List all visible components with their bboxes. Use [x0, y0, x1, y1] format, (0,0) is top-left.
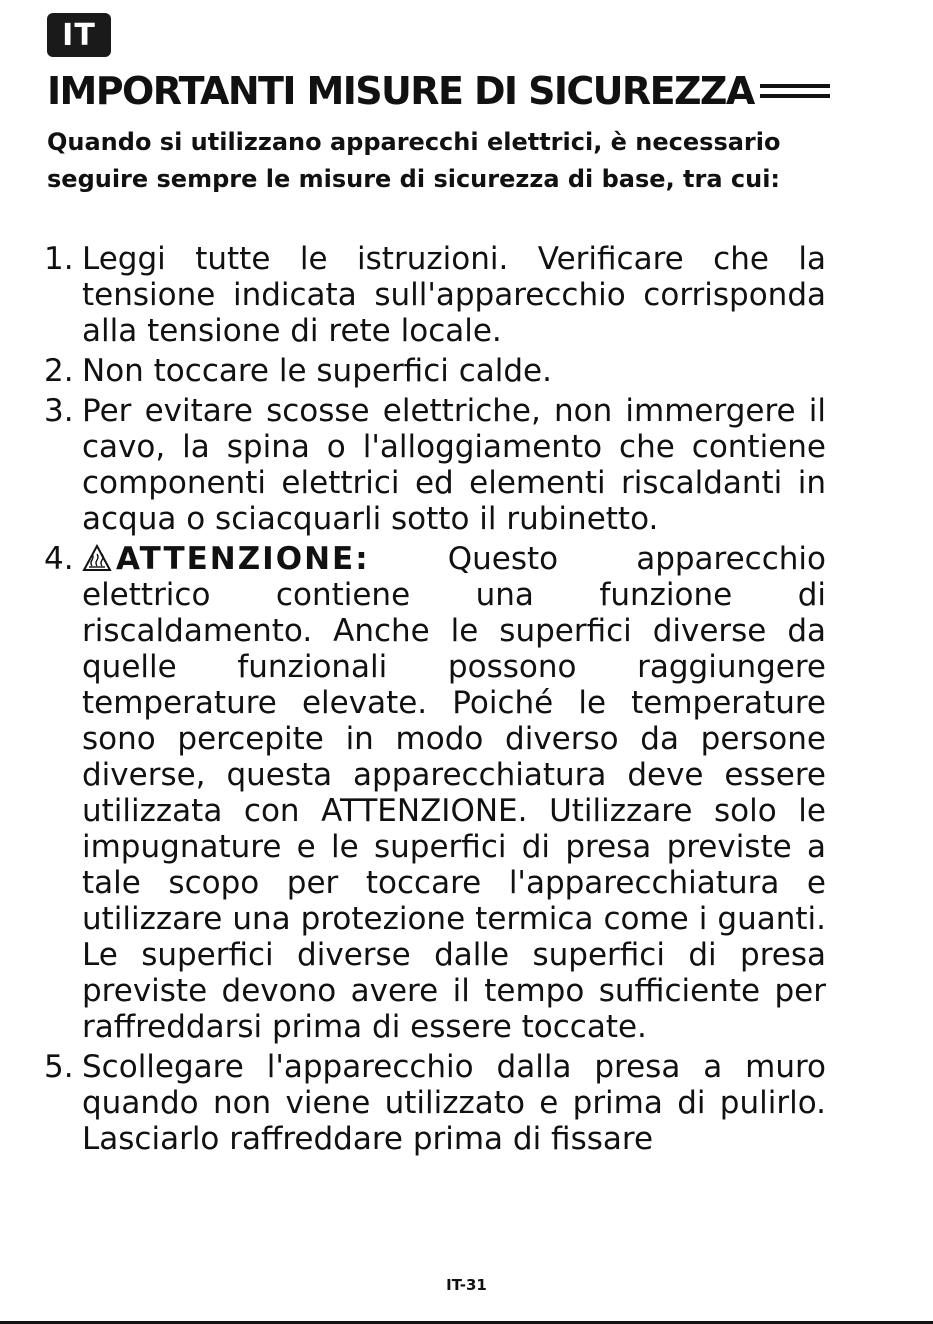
- list-item: [44, 353, 826, 389]
- safety-list: [44, 241, 826, 1161]
- list-item: [44, 241, 826, 349]
- intro-text: Quando si utilizzano apparecchi elettrici, è necessario seguire sempre le misure di sicurezza di base, tra cui:: [47, 128, 781, 193]
- item-text: Leggi tutte le istruzioni. Verificare che la tensione indicata sull'apparecchio corrisponda alla tensione di rete locale.: [82, 241, 826, 349]
- item-text: Scollegare l'apparecchio dalla presa a muro quando non viene utilizzato e prima di pulirlo. Lasciarlo raffreddare prima di fissare: [82, 1049, 826, 1157]
- warning-label: ATTENZIONE:: [116, 541, 370, 577]
- item-text: Questo apparecchio elettrico contiene una funzione di riscaldamento. Anche le superfici diverse da quelle funzionali possono raggiungere temperature elevate. Poiché le temperature sono percepite in modo diverso da persone diverse, questa apparecchiatura deve essere utilizzata con ATTENZIONE. Utilizzare solo le impugnature e le superfici di presa previste a tale scopo per toccare l'apparecchiatura e utilizzare una protezione termica come i guanti. Le superfici diverse dalle superfici di presa previste devono avere il tempo sufficiente per raffreddarsi prima di essere toccate.: [82, 541, 826, 1045]
- item-number: 2.: [44, 353, 74, 389]
- item-text: Per evitare scosse elettriche, non immergere il cavo, la spina o l'alloggiamento che contiene componenti elettrici ed elementi riscaldanti in acqua o sciacquarli sotto il rubinetto.: [82, 393, 826, 537]
- list-item: [44, 393, 826, 537]
- title-row: [47, 63, 837, 119]
- item-number: 5.: [44, 1049, 74, 1085]
- item-number: 3.: [44, 393, 74, 429]
- hot-surface-warning-icon: [82, 544, 112, 572]
- list-item: [44, 1049, 826, 1157]
- language-badge: IT: [47, 13, 111, 57]
- item-number: 1.: [44, 241, 74, 277]
- item-text: Non toccare le superfici calde.: [82, 353, 552, 389]
- item-number: 4.: [44, 541, 74, 577]
- list-item: [44, 541, 826, 1045]
- page-title: IMPORTANTI MISURE DI SICUREZZA: [47, 69, 754, 113]
- title-double-rule: [760, 84, 830, 98]
- page-number: IT-31: [446, 1276, 487, 1294]
